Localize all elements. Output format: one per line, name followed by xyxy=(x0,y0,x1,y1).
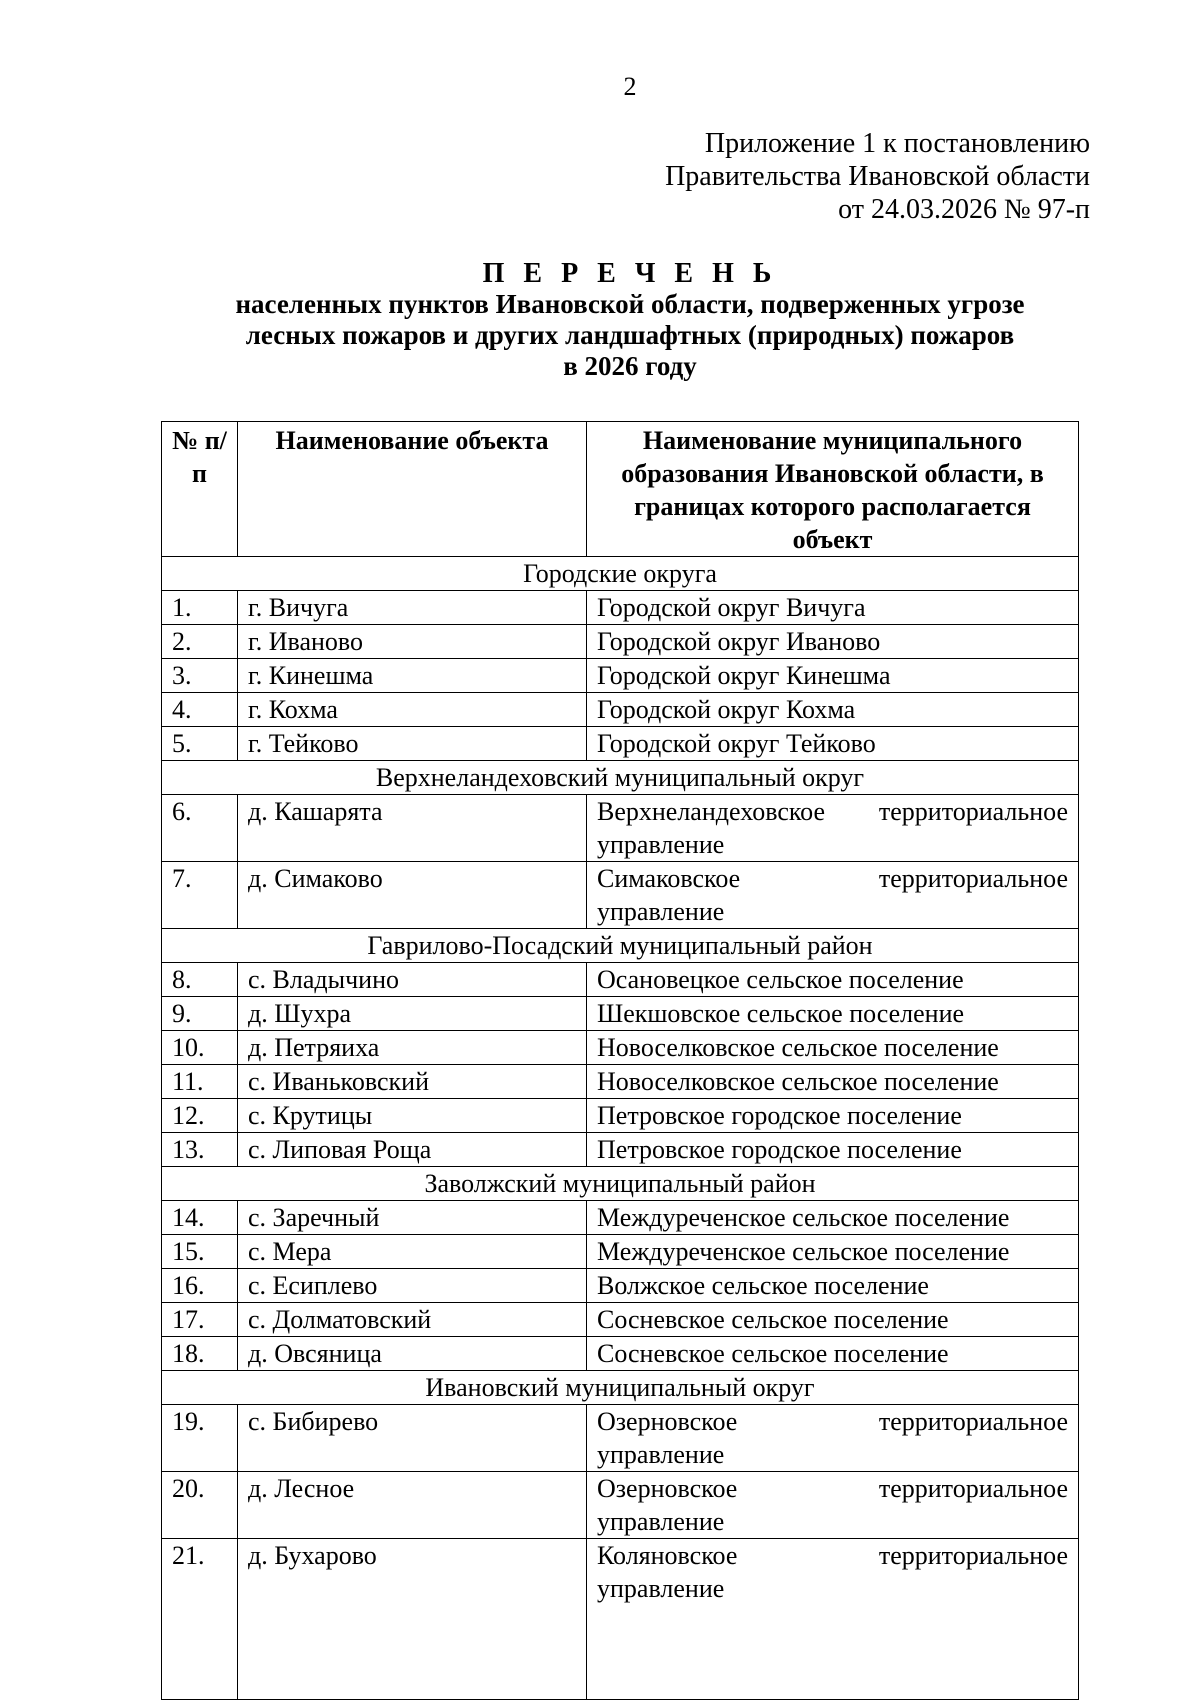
row-municipality: Городской округ Кинешма xyxy=(587,659,1079,693)
row-object: д. Петряиха xyxy=(238,1031,587,1065)
table-row xyxy=(162,1539,1079,1700)
document-title: П Е Р Е Ч Е Н Ь xyxy=(482,258,778,289)
table-row xyxy=(162,1099,1079,1133)
row-number: 12. xyxy=(162,1099,238,1133)
row-municipality: Осановецкое сельское поселение xyxy=(587,963,1079,997)
row-object: с. Бибирево xyxy=(238,1405,587,1472)
document-subtitle-line: лесных пожаров и других ландшафтных (природных) пожаров xyxy=(245,320,1015,350)
table-row xyxy=(162,1133,1079,1167)
document-subtitle-line: населенных пунктов Ивановской области, подверженных угрозе xyxy=(235,289,1025,319)
row-object: с. Крутицы xyxy=(238,1099,587,1133)
section-title: Заволжский муниципальный район xyxy=(162,1167,1079,1201)
table-header-row xyxy=(162,422,1079,557)
table-row xyxy=(162,795,1079,862)
table-row xyxy=(162,1337,1079,1371)
row-object: с. Иваньковский xyxy=(238,1065,587,1099)
municipality-line: Симаковское территориальное xyxy=(597,864,1068,893)
row-object: г. Кохма xyxy=(238,693,587,727)
row-municipality xyxy=(587,1472,1079,1539)
municipality-line: Озерновское территориальное xyxy=(597,1474,1068,1503)
row-municipality: Новоселковское сельское поселение xyxy=(587,1065,1079,1099)
row-number: 11. xyxy=(162,1065,238,1099)
row-municipality: Городской округ Кохма xyxy=(587,693,1079,727)
municipality-line: управление xyxy=(597,897,725,926)
row-number: 4. xyxy=(162,693,238,727)
row-object: д. Кашарята xyxy=(238,795,587,862)
appendix-line: Приложение 1 к постановлению xyxy=(704,128,1090,159)
row-object: с. Владычино xyxy=(238,963,587,997)
row-number: 18. xyxy=(162,1337,238,1371)
row-municipality: Городской округ Тейково xyxy=(587,727,1079,761)
row-number: 2. xyxy=(162,625,238,659)
municipality-line: управление xyxy=(597,1507,725,1536)
header-number: № п/п xyxy=(162,422,238,557)
row-municipality: Шекшовское сельское поселение xyxy=(587,997,1079,1031)
row-number: 13. xyxy=(162,1133,238,1167)
row-number: 16. xyxy=(162,1269,238,1303)
row-municipality: Петровское городское поселение xyxy=(587,1133,1079,1167)
municipality-line: Коляновское территориальное xyxy=(597,1541,1068,1570)
table-row xyxy=(162,997,1079,1031)
row-object: г. Тейково xyxy=(238,727,587,761)
row-municipality: Петровское городское поселение xyxy=(587,1099,1079,1133)
row-number: 9. xyxy=(162,997,238,1031)
row-object: с. Мера xyxy=(238,1235,587,1269)
header-municipality: Наименование муниципального образования Ивановской области, в границах которого располагается объект xyxy=(587,422,1079,557)
row-municipality: Междуреченское сельское поселение xyxy=(587,1201,1079,1235)
row-municipality: Волжское сельское поселение xyxy=(587,1269,1079,1303)
row-object: д. Лесное xyxy=(238,1472,587,1539)
table-row xyxy=(162,625,1079,659)
appendix-line: Правительства Ивановской области xyxy=(665,161,1090,192)
table-row xyxy=(162,1235,1079,1269)
document-heading xyxy=(160,258,1100,382)
row-number: 14. xyxy=(162,1201,238,1235)
section-row xyxy=(162,761,1079,795)
row-number: 10. xyxy=(162,1031,238,1065)
row-object: д. Бухарово xyxy=(238,1539,587,1700)
municipality-line: управление xyxy=(597,1574,725,1603)
table-row xyxy=(162,963,1079,997)
row-object: с. Липовая Роща xyxy=(238,1133,587,1167)
document-subtitle-line: в 2026 году xyxy=(563,351,697,381)
row-number: 21. xyxy=(162,1539,238,1700)
section-title: Ивановский муниципальный округ xyxy=(162,1371,1079,1405)
row-number: 6. xyxy=(162,795,238,862)
row-object: г. Иваново xyxy=(238,625,587,659)
row-municipality: Сосневское сельское поселение xyxy=(587,1337,1079,1371)
section-row xyxy=(162,929,1079,963)
row-municipality: Городской округ Иваново xyxy=(587,625,1079,659)
table-row xyxy=(162,1269,1079,1303)
appendix-line: от 24.03.2026 № 97-п xyxy=(838,194,1090,225)
row-number: 7. xyxy=(162,862,238,929)
page-number: 2 xyxy=(623,72,637,101)
row-number: 3. xyxy=(162,659,238,693)
row-object: д. Симаково xyxy=(238,862,587,929)
row-object: с. Долматовский xyxy=(238,1303,587,1337)
table-row xyxy=(162,862,1079,929)
row-object: с. Заречный xyxy=(238,1201,587,1235)
municipality-line: управление xyxy=(597,830,725,859)
row-municipality xyxy=(587,862,1079,929)
row-municipality xyxy=(587,1539,1079,1700)
table-row xyxy=(162,1065,1079,1099)
row-number: 1. xyxy=(162,591,238,625)
row-number: 17. xyxy=(162,1303,238,1337)
row-number: 19. xyxy=(162,1405,238,1472)
row-municipality: Городской округ Вичуга xyxy=(587,591,1079,625)
table-row xyxy=(162,1405,1079,1472)
row-municipality: Междуреченское сельское поселение xyxy=(587,1235,1079,1269)
municipality-line: Верхнеландеховское территориальное xyxy=(597,797,1068,826)
table-row xyxy=(162,1303,1079,1337)
row-object: г. Вичуга xyxy=(238,591,587,625)
table-row xyxy=(162,693,1079,727)
table-row xyxy=(162,727,1079,761)
municipality-line: Озерновское территориальное xyxy=(597,1407,1068,1436)
row-municipality xyxy=(587,1405,1079,1472)
row-municipality xyxy=(587,795,1079,862)
municipality-line: управление xyxy=(597,1440,725,1469)
table-row xyxy=(162,1031,1079,1065)
section-title: Верхнеландеховский муниципальный округ xyxy=(162,761,1079,795)
row-object: д. Овсяница xyxy=(238,1337,587,1371)
row-object: д. Шухра xyxy=(238,997,587,1031)
section-row xyxy=(162,1167,1079,1201)
header-object: Наименование объекта xyxy=(238,422,587,557)
appendix-reference xyxy=(665,127,1090,226)
table-row xyxy=(162,659,1079,693)
row-number: 15. xyxy=(162,1235,238,1269)
section-row xyxy=(162,1371,1079,1405)
table-row xyxy=(162,1472,1079,1539)
row-number: 8. xyxy=(162,963,238,997)
row-number: 5. xyxy=(162,727,238,761)
section-row xyxy=(162,557,1079,591)
section-title: Городские округа xyxy=(162,557,1079,591)
row-number: 20. xyxy=(162,1472,238,1539)
table-row xyxy=(162,1201,1079,1235)
row-municipality: Новоселковское сельское поселение xyxy=(587,1031,1079,1065)
section-title: Гаврилово-Посадский муниципальный район xyxy=(162,929,1079,963)
table-row xyxy=(162,591,1079,625)
row-municipality: Сосневское сельское поселение xyxy=(587,1303,1079,1337)
settlements-table xyxy=(161,421,1079,1700)
row-object: с. Есиплево xyxy=(238,1269,587,1303)
row-object: г. Кинешма xyxy=(238,659,587,693)
